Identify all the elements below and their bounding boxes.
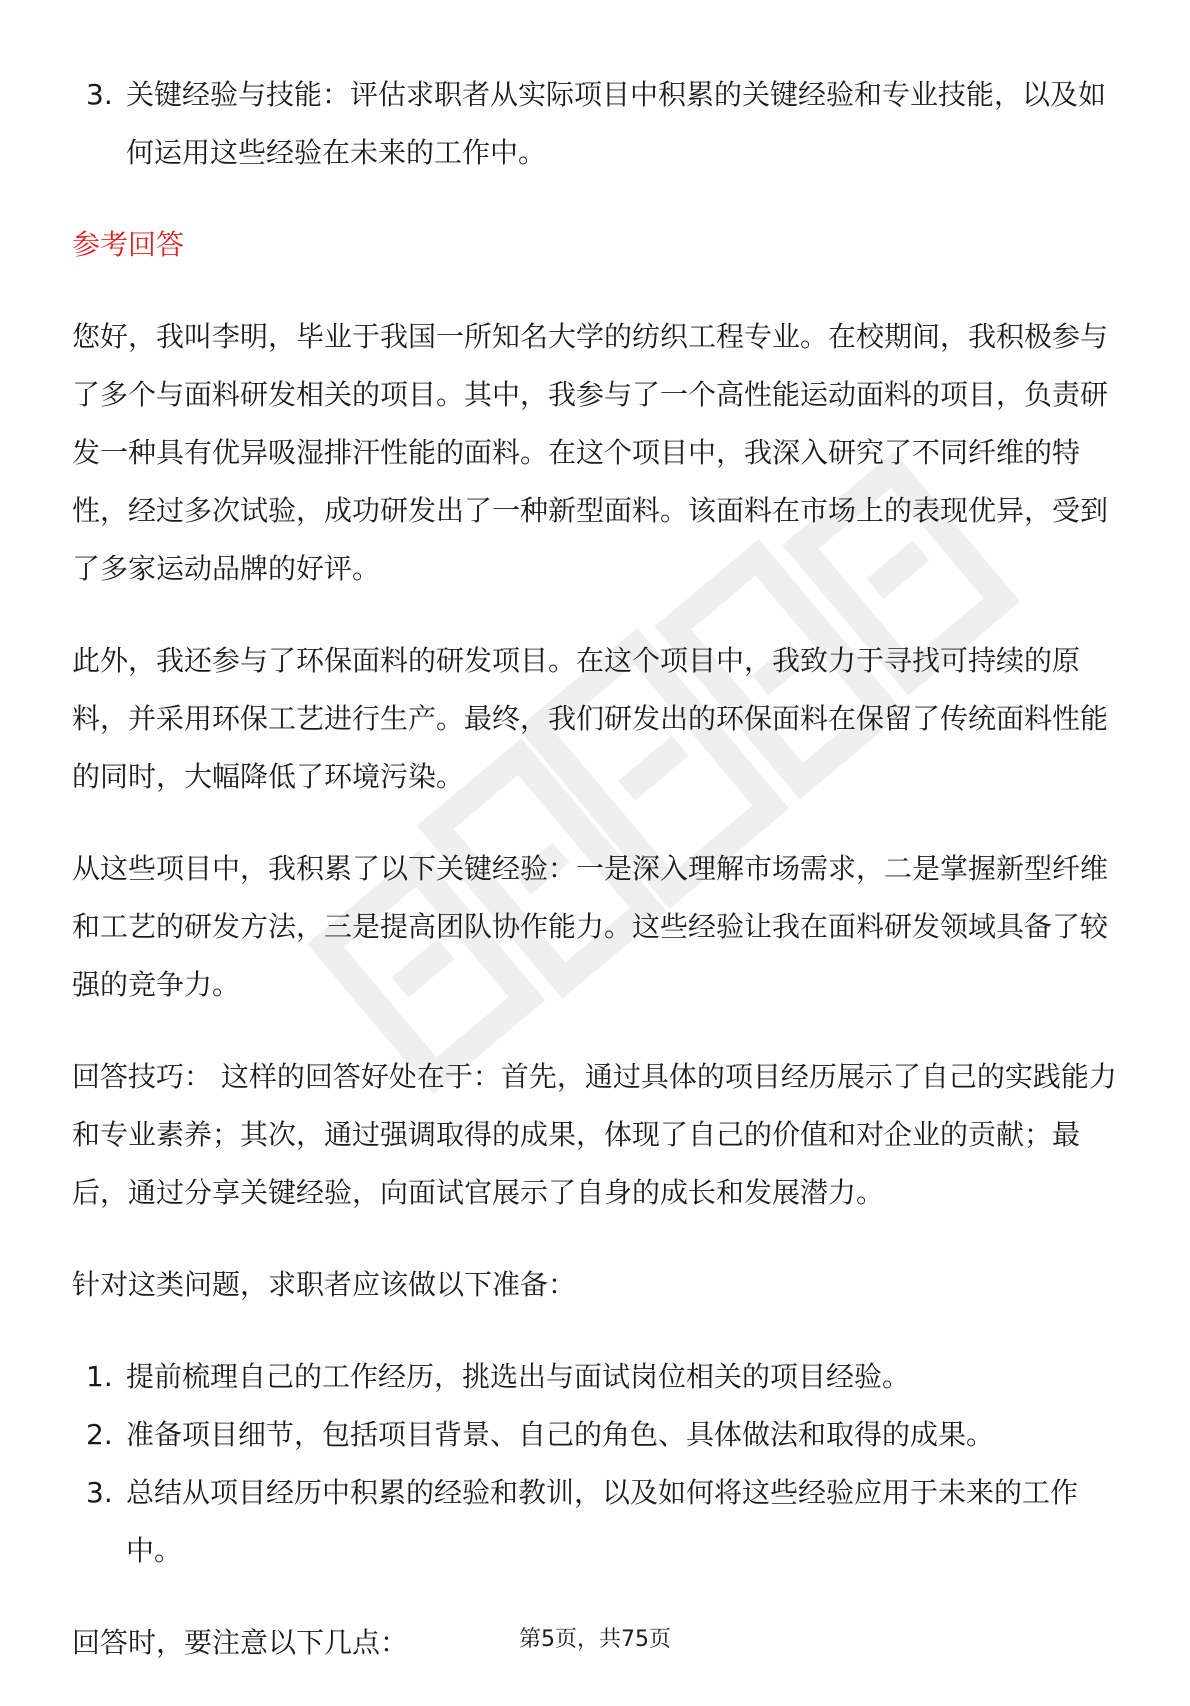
list-text: 提前梳理自己的工作经历，挑选出与面试岗位相关的项目经验。 — [126, 1360, 911, 1393]
intro-list — [72, 66, 1122, 182]
list-item — [72, 1406, 1122, 1464]
list-text: 准备项目细节，包括项目背景、自己的角色、具体做法和取得的成果。 — [126, 1418, 995, 1451]
section-heading: 参考回答 — [72, 228, 185, 261]
paragraph-experience: 从这些项目中，我积累了以下关键经验：一是深入理解市场需求，二是掌握新型纤维和工艺的研发方法，三是提高团队协作能力。这些经验让我在面料研发领域具备了较强的竞争力。 — [72, 852, 1109, 1001]
list-text: 总结从项目经历中积累的经验和教训，以及如何将这些经验应用于未来的工作中。 — [126, 1476, 1079, 1567]
paragraph-closing: 回答时，要注意以下几点： — [72, 1626, 409, 1659]
list-number: 1. — [86, 1360, 113, 1393]
list-text: 关键经验与技能：评估求职者从实际项目中积累的关键经验和专业技能，以及如何运用这些经验在未来的工作中。 — [126, 78, 1107, 169]
list-number: 3. — [86, 1476, 113, 1509]
list-item — [72, 66, 1122, 182]
paragraph-prep-intro: 针对这类问题，求职者应该做以下准备： — [72, 1268, 577, 1301]
list-number: 2. — [86, 1418, 113, 1451]
page-number-footer: 第5页，共75页 — [519, 1627, 671, 1652]
list-item — [72, 1348, 1122, 1406]
paragraph-intro: 您好，我叫李明，毕业于我国一所知名大学的纺织工程专业。在校期间，我积极参与了多个与面料研发相关的项目。其中，我参与了一个高性能运动面料的项目，负责研发一种具有优异吸湿排汗性能的面料。在这个项目中，我深入研究了不同纤维的特性，经过多次试验，成功研发出了一种新型面料。该面料在市场上的表现优异，受到了多家运动品牌的好评。 — [72, 320, 1109, 585]
list-item — [72, 1464, 1122, 1580]
list-number: 3. — [86, 78, 113, 111]
paragraph-eco: 此外，我还参与了环保面料的研发项目。在这个项目中，我致力于寻找可持续的原料，并采用环保工艺进行生产。最终，我们研发出的环保面料在保留了传统面料性能的同时，大幅降低了环境污染。 — [72, 644, 1109, 793]
paragraph-tips: 回答技巧： 这样的回答好处在于：首先，通过具体的项目经历展示了自己的实践能力和专业素养；其次，通过强调取得的成果，体现了自己的价值和对企业的贡献；最后，通过分享关键经验，向面试官展示了自身的成长和发展潜力。 — [72, 1060, 1117, 1209]
document-body — [72, 66, 1122, 1706]
prep-list — [72, 1348, 1122, 1580]
